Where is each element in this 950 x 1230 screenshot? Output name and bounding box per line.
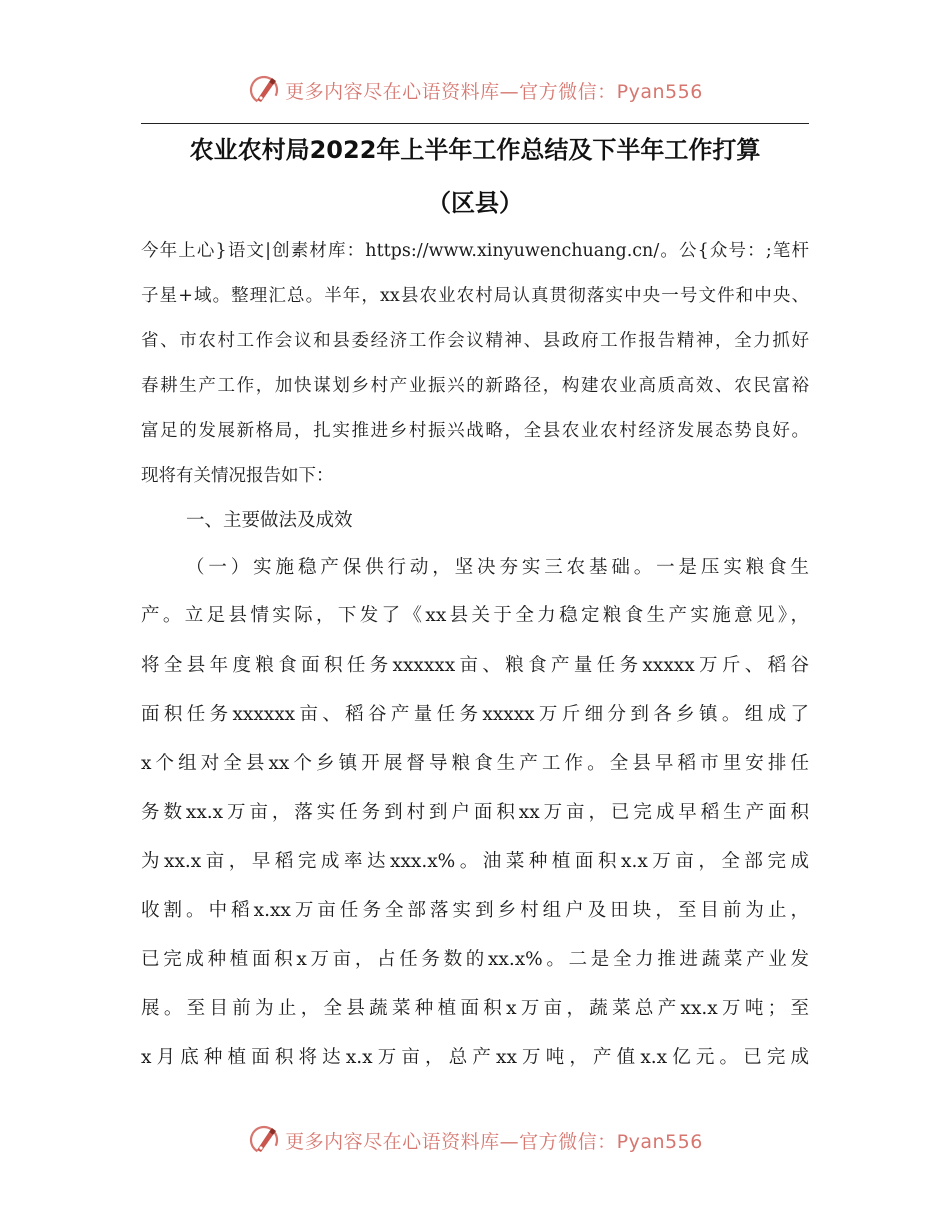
body-line: x个组对全县xx个乡镇开展督导粮食生产工作。全县早稻市里安排任: [141, 753, 809, 774]
body-line: 产。立足县情实际，下发了《xx县关于全力稳定粮食生产实施意见》，: [141, 605, 809, 626]
body-line: 省、市农村工作会议和县委经济工作会议精神、县政府工作报告精神，全力抓好: [141, 331, 809, 351]
body-line: 富足的发展新格局，扎实推进乡村振兴战略，全县农业农村经济发展态势良好。: [141, 421, 809, 441]
body-line: 面积任务xxxxxx亩、稻谷产量任务xxxxx万斤细分到各乡镇。组成了: [141, 704, 809, 725]
pen-nib-logo-icon: [247, 73, 281, 107]
body-line: 务数xx.x万亩，落实任务到村到户面积xx万亩，已完成早稻生产面积: [141, 802, 809, 823]
body-line: 为xx.x亩，早稻完成率达xxx.x%。油菜种植面积x.x万亩，全部完成: [141, 851, 809, 872]
header-divider: [141, 123, 809, 124]
body-line: 春耕生产工作，加快谋划乡村产业振兴的新路径，构建农业高质高效、农民富裕: [141, 376, 809, 396]
subsection-heading: （一）实施稳产保供行动，坚决夯实三农基础。一是压实粮食生: [186, 557, 809, 578]
body-line: 今年上心}语文|创素材库：https://www.xinyuwenchuang.cn/。公{众号：;笔杆: [141, 241, 809, 261]
watermark-text: 更多内容尽在心语资料库—官方微信：Pyan556: [285, 1130, 703, 1153]
footer-watermark: [0, 1120, 950, 1160]
watermark-text: 更多内容尽在心语资料库—官方微信：Pyan556: [285, 80, 703, 103]
body-line: 现将有关情况报告如下：: [141, 466, 334, 486]
body-line: 收割。中稻x.xx万亩任务全部落实到乡村组户及田块，至目前为止，: [141, 900, 809, 921]
body-line: 将全县年度粮食面积任务xxxxxx亩、粮食产量任务xxxxx万斤、稻谷: [141, 655, 809, 676]
body-line: 已完成种植面积x万亩，占任务数的xx.x%。二是全力推进蔬菜产业发: [141, 949, 809, 970]
header-watermark: [0, 70, 950, 110]
body-line: 展。至目前为止，全县蔬菜种植面积x万亩，蔬菜总产xx.x万吨；至: [141, 998, 809, 1019]
section-heading: 一、主要做法及成效: [186, 510, 353, 531]
body-line: x月底种植面积将达x.x万亩，总产xx万吨，产值x.x亿元。已完成: [141, 1047, 809, 1068]
document-title: 农业农村局2022年上半年工作总结及下半年工作打算: [189, 136, 761, 164]
document-subtitle: （区县）: [427, 189, 523, 217]
pen-nib-logo-icon: [247, 1123, 281, 1157]
body-line: 子星+域。整理汇总。半年，xx县农业农村局认真贯彻落实中央一号文件和中央、: [141, 286, 809, 306]
